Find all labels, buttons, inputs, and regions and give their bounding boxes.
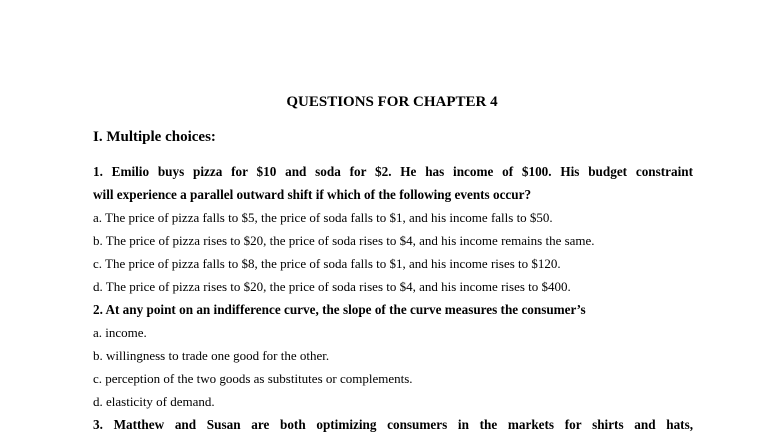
question-1-option-c: c. The price of pizza falls to $8, the price of soda falls to $1, and his income rises to $120. (93, 256, 561, 271)
question-1-option-b: b. The price of pizza rises to $20, the price of soda rises to $4, and his income remains the same. (93, 233, 595, 248)
section-heading: I. Multiple choices: (93, 129, 216, 145)
question-1-option-a: a. The price of pizza falls to $5, the price of soda falls to $1, and his income falls to $50. (93, 210, 553, 225)
question-2-option-d: d. elasticity of demand. (93, 394, 215, 409)
question-1-line-2: will experience a parallel outward shift if which of the following events occur? (93, 187, 532, 202)
page-title: QUESTIONS FOR CHAPTER 4 (286, 94, 498, 110)
question-2-option-c: c. perception of the two goods as substitutes or complements. (93, 371, 413, 386)
question-2-option-b: b. willingness to trade one good for the other. (93, 348, 330, 363)
question-2-line-1: 2. At any point on an indifference curve, the slope of the curve measures the consumer’s (93, 302, 586, 317)
question-2-option-a: a. income. (93, 325, 147, 340)
question-1-option-d: d. The price of pizza rises to $20, the price of soda rises to $4, and his income rises to $400. (93, 279, 571, 294)
question-1-line-1: 1. Emilio buys pizza for $10 and soda for $2. He has income of $100. His budget constraint (93, 164, 693, 179)
question-3-line-1: 3. Matthew and Susan are both optimizing consumers in the markets for shirts and hats, (93, 417, 693, 432)
